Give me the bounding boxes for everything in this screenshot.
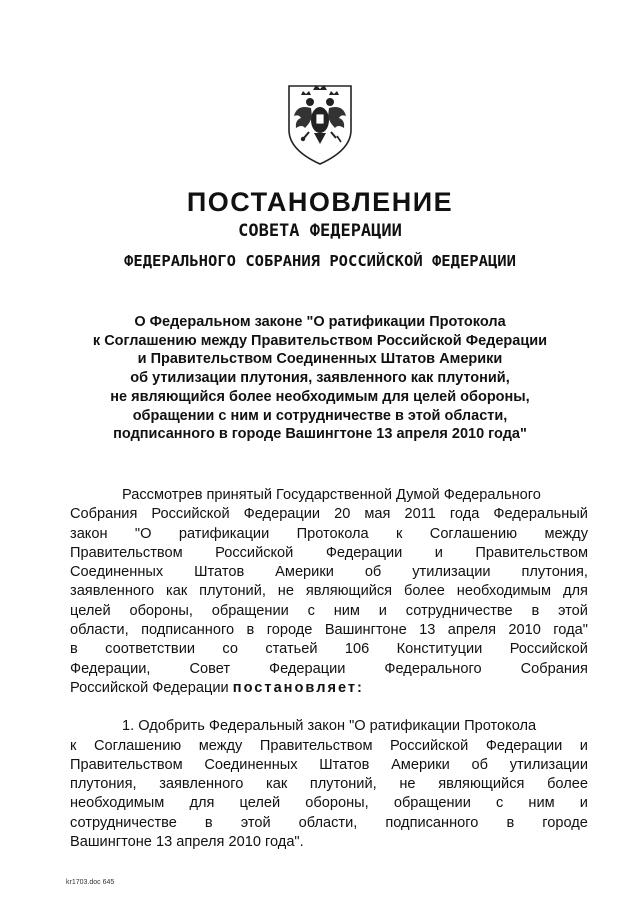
word: Федерации [269,660,346,677]
paragraph-line-text: 1. Одобрить Федеральный закон "О ратификации Протокола [122,718,537,735]
paragraph-line [70,582,588,601]
word: обращении [211,602,289,619]
word: обороны, [305,795,369,812]
word: Российской [151,506,230,523]
word: подписанного [385,814,479,831]
word: в [506,814,515,831]
word: целей [70,602,111,619]
paragraph-line [70,775,588,794]
paragraph-line [70,833,588,852]
paragraph-line [70,563,588,582]
paragraph-line [70,640,588,659]
word: и [579,795,588,812]
word: являющийся [438,776,525,793]
word: сотрудничестве [405,602,513,619]
word: Собрания [520,660,588,677]
paragraph-line [70,679,588,698]
word: в [531,602,540,619]
word: и [434,544,443,561]
word: городе [542,814,588,831]
paragraph-line [70,756,588,775]
word: Америки [391,756,450,773]
word: утилизации [509,756,588,773]
word: между [544,525,588,542]
resolution-item-1 [70,717,588,852]
paragraph-line [70,814,588,833]
word: как [266,776,288,793]
word: Российской [215,544,294,561]
word: Соглашению [93,737,182,754]
word: и [378,602,387,619]
word: Штатов [319,756,370,773]
word: Федерации [485,737,563,754]
word: в [204,814,213,831]
law-title-line: обращении с ним и сотрудничестве в этой области, [132,407,508,424]
word: Правительством [70,756,183,773]
word: соответствии [105,641,195,658]
word: этой [240,814,271,831]
word: об [364,564,382,581]
word: Америки [275,564,334,581]
paragraph-line [70,602,588,621]
word: Совет [189,660,231,677]
word: года" [553,622,588,639]
word: 20 [334,506,351,523]
word: Федерации, [70,660,151,677]
law-title-line: и Правительством Соединенных Штатов Америки [137,351,503,368]
word: Российской [509,641,588,658]
word: плутоний, [199,583,266,600]
word: со [222,641,238,658]
resolution-keyword: постановляет: [232,679,364,696]
word: городе [266,622,313,639]
document-subtitle-council: СОВЕТА ФЕДЕРАЦИИ [238,221,402,241]
word: мая [364,506,391,523]
file-code: kr1703.doc 645 [66,879,115,886]
word: более [547,776,588,793]
word: с [307,602,315,619]
paragraph-line-text: Вашингтоне 13 апреля 2010 года". [70,834,304,851]
word: обороны, [129,602,193,619]
word: обращении [393,795,471,812]
word: для [189,795,215,812]
word: ним [333,602,360,619]
word: и [579,737,588,754]
word: Вашингтоне [324,622,407,639]
word: к [396,525,403,542]
word: плутония, [70,776,137,793]
word: Соглашению [429,525,518,542]
word: Протокола [296,525,369,542]
paragraph-line [70,794,588,813]
paragraph-line-text: Российской Федерации [70,679,229,696]
word: являющийся [305,583,393,600]
word: необходимым [70,795,165,812]
paragraph-line [70,717,588,736]
word: Федерации [325,544,403,561]
word: статьей [265,641,318,658]
word: Правительством [259,737,373,754]
word: между [198,737,243,754]
word: заявленного [159,776,244,793]
law-title-line: к Соглашению между Правительством Российской Федерации [92,332,548,349]
word: этой [558,602,588,619]
paragraph-line [70,660,588,679]
word: Федерального [384,660,482,677]
word: 2010 [508,622,541,639]
word: 106 [344,641,370,658]
paragraph-line-text: Рассмотрев принятый Государственной Думой Федерального [122,487,541,503]
paragraph-line [70,737,588,756]
law-title-line: О Федеральном законе "О ратификации Протокола [134,314,506,330]
law-title-line: подписанного в городе Вашингтоне 13 апреля 2010 года" [113,426,527,443]
word: апреля [447,622,496,639]
word: об [471,756,488,773]
word: в [246,622,255,639]
law-title-line: не являющийся более необходимым для целей обороны, [110,388,530,405]
law-title-block [60,313,580,444]
word: Правительством [475,544,588,561]
word: сотрудничестве [70,814,177,831]
word: Федерации [243,506,321,523]
word: Собрания [70,506,138,523]
word: не [277,583,294,600]
word: целей [239,795,281,812]
word: ним [528,795,555,812]
document-subtitle-assembly: ФЕДЕРАЛЬНОГО СОБРАНИЯ РОССИЙСКОЙ ФЕДЕРАЦИИ [124,252,516,270]
word: заявленного [70,583,155,600]
paragraph-line [70,525,588,544]
word: Конституции [396,641,483,658]
word: ратификации [178,525,270,542]
word: 13 [419,622,436,639]
paragraph-line [70,486,588,505]
word: более [403,583,445,600]
word: для [562,583,588,600]
word: с [495,795,504,812]
word: плутония, [521,564,588,581]
russian-coat-of-arms-icon [281,78,359,166]
word: необходимым [456,583,552,600]
word: в [70,641,78,658]
word: области, [298,814,358,831]
law-title-line: об утилизации плутония, заявленного как плутоний, [130,370,510,387]
word: Соединенных [204,756,298,773]
paragraph-line [70,544,588,563]
paragraph-line [70,621,588,640]
word: 2011 [404,506,436,523]
document-title: ПОСТАНОВЛЕНИЕ [186,187,454,217]
word: Правительством [70,544,183,561]
word: области, [70,622,129,639]
paragraph-line [70,505,588,524]
word: закон [70,525,108,542]
word: как [166,583,188,600]
word: Соединенных [70,564,164,581]
word: плутоний, [309,776,377,793]
word: года [449,506,480,523]
word: к [70,737,77,754]
preamble-paragraph [70,486,588,698]
word: не [399,776,416,793]
word: подписанного [141,622,235,639]
word: "О [134,525,152,542]
word: Российской [390,737,469,754]
word: Штатов [194,564,245,581]
document-body [70,486,588,852]
word: утилизации [412,564,491,581]
word: Федеральный [493,506,588,523]
